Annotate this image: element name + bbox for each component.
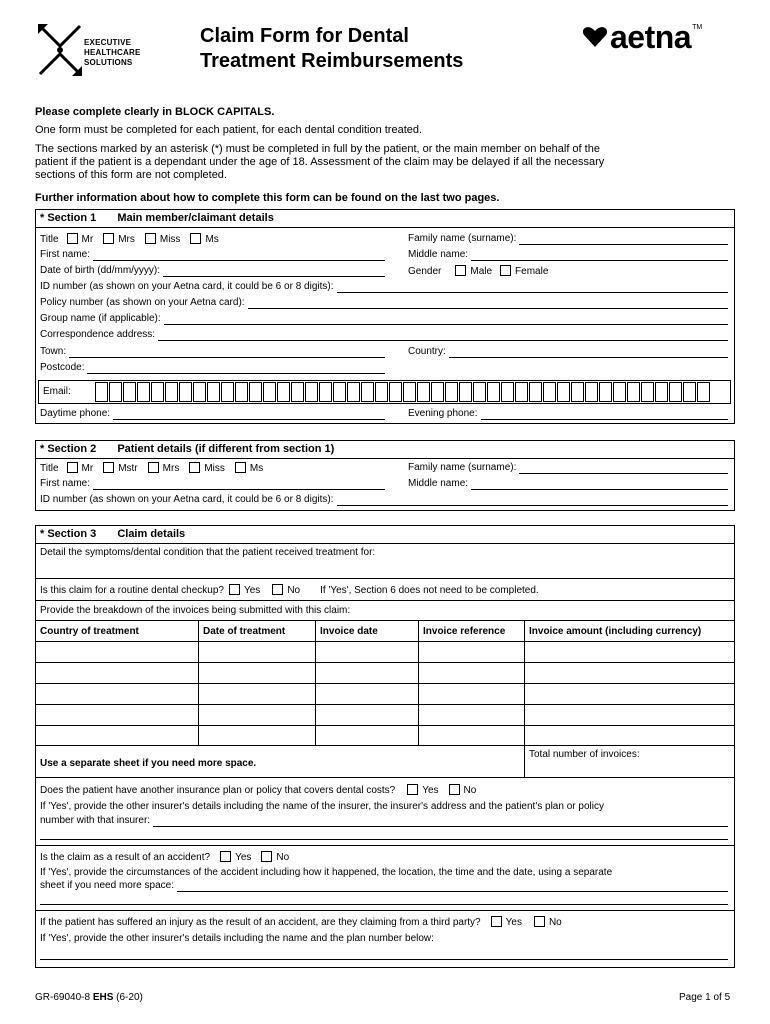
section-1-header (40, 212, 274, 225)
email-field[interactable] (95, 382, 711, 402)
accident-row: Is the claim as a result of an accident? Yes No (40, 852, 290, 863)
section-1-num: * Section 1 (40, 212, 97, 224)
s2-first-name-field[interactable] (93, 480, 385, 490)
email-char-box[interactable] (641, 382, 654, 402)
email-char-box[interactable] (613, 382, 626, 402)
family-name-field[interactable] (519, 235, 728, 245)
email-char-box[interactable] (487, 382, 500, 402)
block-caps-note: Please complete clearly in BLOCK CAPITALS. (35, 106, 275, 118)
email-char-box[interactable] (571, 382, 584, 402)
s2-title-miss[interactable]: Miss (189, 462, 225, 475)
email-char-box[interactable] (557, 382, 570, 402)
s2-title-mstr[interactable]: Mstr (103, 462, 137, 475)
dob-field[interactable] (163, 267, 385, 277)
daytime-phone-field[interactable] (113, 410, 385, 420)
asterisk-line-1: The sections marked by an asterisk (*) must be completed in full by the patient, or the main member on behalf of the (35, 143, 600, 155)
email-char-box[interactable] (151, 382, 164, 402)
accident-field[interactable] (177, 882, 728, 892)
section-3-title: Claim details (117, 528, 186, 540)
s1-first-name-row: First name: (40, 249, 385, 261)
s1-title-mr[interactable]: Mr (67, 233, 94, 246)
email-char-box[interactable] (249, 382, 262, 402)
brand-name: aetna (610, 19, 692, 55)
email-char-box[interactable] (669, 382, 682, 402)
other-insurance-row: Does the patient have another insurance plan or policy that covers dental costs? Yes No (40, 785, 477, 796)
town-field[interactable] (69, 348, 385, 358)
email-char-box[interactable] (473, 382, 486, 402)
checkbox[interactable] (103, 462, 114, 473)
email-char-box[interactable] (179, 382, 192, 402)
total-invoices-label: Total number of invoices: (529, 749, 640, 760)
other-insurance-no[interactable]: No (449, 784, 477, 797)
separate-sheet-note: Use a separate sheet if you need more space. (40, 758, 257, 769)
email-char-box[interactable] (445, 382, 458, 402)
email-char-box[interactable] (585, 382, 598, 402)
s1-evening-phone-row: Evening phone: (408, 408, 728, 420)
checkbox[interactable] (455, 265, 466, 276)
group-name-field[interactable] (164, 315, 728, 325)
email-char-box[interactable] (543, 382, 556, 402)
s2-family-name-row: Family name (surname): (408, 462, 728, 474)
third-party-field[interactable] (40, 950, 728, 960)
email-char-box[interactable] (389, 382, 402, 402)
title-line-2: Treatment Reimbursements (200, 50, 464, 72)
section-2-title: Patient details (if different from section 1) (117, 443, 335, 455)
table-row[interactable] (36, 684, 734, 704)
email-char-box[interactable] (431, 382, 444, 402)
routine-checkup-row: Is this claim for a routine dental checkup? Yes No If 'Yes', Section 6 does not need to be completed. (40, 585, 539, 596)
s2-title-ms[interactable]: Ms (235, 462, 263, 475)
third-party-row: If the patient has suffered an injury as the result of an accident, are they claiming from a third party? Yes No (40, 917, 562, 928)
other-insurance-line-2: number with that insurer: (40, 815, 728, 827)
section-2-header (40, 443, 334, 456)
col-invoice-date: Invoice date (320, 626, 378, 637)
email-char-box[interactable] (263, 382, 276, 402)
accident-line-2: sheet if you need more space: (40, 880, 728, 892)
email-char-box[interactable] (697, 382, 710, 402)
accident-field-2[interactable] (40, 895, 728, 905)
postcode-field[interactable] (87, 364, 385, 374)
checkbox[interactable] (407, 784, 418, 795)
s1-title-mrs[interactable]: Mrs (103, 233, 135, 246)
col-country: Country of treatment (40, 626, 139, 637)
checkbox[interactable] (145, 233, 156, 244)
accident-line-1: If 'Yes', provide the circumstances of the accident including how it happened, the location, the time and the date, using a separate (40, 867, 613, 878)
email-char-box[interactable] (193, 382, 206, 402)
email-char-box[interactable] (137, 382, 150, 402)
s1-id-row: ID number (as shown on your Aetna card, it could be 6 or 8 digits): (40, 281, 728, 293)
s2-title-mrs[interactable]: Mrs (148, 462, 180, 475)
middle-name-field[interactable] (471, 251, 728, 261)
s1-correspondence-row: Correspondence address: (40, 329, 728, 341)
s1-family-name-row: Family name (surname): (408, 233, 728, 245)
checkbox[interactable] (189, 462, 200, 473)
s1-dob-row: Date of birth (dd/mm/yyyy): (40, 265, 385, 277)
email-char-box[interactable] (319, 382, 332, 402)
checkbox[interactable] (534, 916, 545, 927)
gender-female[interactable]: Female (500, 265, 548, 278)
ehs-logo-mark-icon (34, 20, 86, 80)
email-char-box[interactable] (361, 382, 374, 402)
checkbox[interactable] (235, 462, 246, 473)
checkbox[interactable] (261, 851, 272, 862)
email-char-box[interactable] (417, 382, 430, 402)
s1-title-miss[interactable]: Miss (145, 233, 181, 246)
s1-gender-row: Gender Male Female (408, 266, 549, 277)
first-name-field[interactable] (93, 251, 385, 261)
col-date-treatment: Date of treatment (203, 626, 286, 637)
email-char-box[interactable] (529, 382, 542, 402)
routine-note: If 'Yes', Section 6 does not need to be completed. (320, 585, 539, 596)
email-char-box[interactable] (291, 382, 304, 402)
checkbox[interactable] (272, 584, 283, 595)
email-char-box[interactable] (305, 382, 318, 402)
section-1-title: Main member/claimant details (117, 212, 274, 224)
col-invoice-ref: Invoice reference (423, 626, 506, 637)
s2-family-name-field[interactable] (519, 464, 728, 474)
routine-no[interactable]: No (272, 584, 300, 597)
email-char-box[interactable] (333, 382, 346, 402)
section-2-num: * Section 2 (40, 443, 97, 455)
ehs-logo (34, 20, 164, 80)
s2-title-mr[interactable]: Mr (67, 462, 94, 475)
section-3-num: * Section 3 (40, 528, 97, 540)
table-row[interactable] (36, 642, 734, 662)
routine-yes[interactable]: Yes (229, 584, 260, 597)
gender-male[interactable]: Male (455, 265, 492, 278)
s2-middle-name-row: Middle name: (408, 478, 728, 490)
email-char-box[interactable] (235, 382, 248, 402)
checkbox[interactable] (491, 916, 502, 927)
s2-id-number-field[interactable] (337, 496, 729, 506)
asterisk-note (35, 143, 604, 182)
email-char-box[interactable] (655, 382, 668, 402)
checkbox[interactable] (67, 462, 78, 473)
aetna-logo (582, 20, 702, 54)
checkbox[interactable] (190, 233, 201, 244)
email-char-box[interactable] (221, 382, 234, 402)
heart-icon (582, 26, 608, 48)
asterisk-line-3: sections of this form are not completed. (35, 169, 227, 181)
page-title (200, 24, 463, 74)
email-char-box[interactable] (109, 382, 122, 402)
total-invoices-field[interactable] (525, 762, 734, 776)
s1-email-row: Email: (38, 380, 731, 404)
email-char-box[interactable] (515, 382, 528, 402)
accident-no[interactable]: No (261, 851, 289, 864)
s1-title-label: Title (40, 234, 59, 245)
email-char-box[interactable] (403, 382, 416, 402)
email-char-box[interactable] (501, 382, 514, 402)
logo-line-2: HEALTHCARE (84, 48, 141, 57)
checkbox[interactable] (500, 265, 511, 276)
checkbox[interactable] (148, 462, 159, 473)
policy-number-field[interactable] (248, 299, 728, 309)
s2-middle-name-field[interactable] (471, 480, 728, 490)
other-insurer-field-2[interactable] (40, 830, 728, 840)
third-party-no[interactable]: No (534, 916, 562, 929)
s1-group-row: Group name (if applicable): (40, 313, 728, 325)
email-char-box[interactable] (683, 382, 696, 402)
s1-town-row: Town: (40, 346, 385, 358)
email-char-box[interactable] (347, 382, 360, 402)
brand-tm: TM (692, 24, 703, 31)
s1-middle-name-row: Middle name: (408, 249, 728, 261)
form-code: GR-69040-8 EHS (6-20) (35, 992, 143, 1003)
other-insurer-field[interactable] (153, 817, 728, 827)
checkbox[interactable] (449, 784, 460, 795)
email-char-box[interactable] (123, 382, 136, 402)
email-char-box[interactable] (459, 382, 472, 402)
checkbox[interactable] (103, 233, 114, 244)
further-info-note: Further information about how to complete this form can be found on the last two pages. (35, 192, 500, 204)
logo-line-1: EXECUTIVE (84, 38, 132, 47)
correspondence-field[interactable] (158, 331, 728, 341)
checkbox[interactable] (220, 851, 231, 862)
email-char-box[interactable] (95, 382, 108, 402)
id-number-field[interactable] (337, 283, 729, 293)
s1-daytime-phone-row: Daytime phone: (40, 408, 385, 420)
table-row[interactable] (36, 663, 734, 683)
section-3-header (40, 528, 185, 541)
email-char-box[interactable] (599, 382, 612, 402)
s2-first-name-row: First name: (40, 478, 385, 490)
symptoms-field[interactable] (36, 560, 734, 578)
email-char-box[interactable] (277, 382, 290, 402)
title-line-1: Claim Form for Dental (200, 25, 409, 47)
third-party-line: If 'Yes', provide the other insurer's details including the name and the plan number below: (40, 933, 434, 944)
one-form-note: One form must be completed for each patient, for each dental condition treated. (35, 124, 423, 136)
s1-country-row: Country: (408, 346, 728, 358)
s1-policy-row: Policy number (as shown on your Aetna card): (40, 297, 728, 309)
evening-phone-field[interactable] (481, 410, 728, 420)
country-field[interactable] (449, 348, 728, 358)
checkbox[interactable] (67, 233, 78, 244)
symptoms-label: Detail the symptoms/dental condition that the patient received treatment for: (40, 547, 376, 558)
page-number: Page 1 of 5 (679, 992, 731, 1003)
accident-yes[interactable]: Yes (220, 851, 251, 864)
email-char-box[interactable] (375, 382, 388, 402)
s1-title-row (40, 233, 219, 246)
s1-title-ms[interactable]: Ms (190, 233, 218, 246)
s2-id-row: ID number (as shown on your Aetna card, it could be 6 or 8 digits): (40, 494, 728, 506)
col-invoice-amount: Invoice amount (including currency) (529, 626, 702, 637)
breakdown-label: Provide the breakdown of the invoices being submitted with this claim: (40, 605, 351, 616)
other-insurance-line-1: If 'Yes', provide the other insurer's details including the name of the insurer, the insurer's address and the patient's plan or policy (40, 801, 604, 812)
logo-line-3: SOLUTIONS (84, 58, 133, 67)
table-row[interactable] (36, 726, 734, 745)
email-char-box[interactable] (627, 382, 640, 402)
third-party-yes[interactable]: Yes (491, 916, 522, 929)
email-char-box[interactable] (207, 382, 220, 402)
s1-postcode-row: Postcode: (40, 362, 385, 374)
s2-title-row: Title Mr Mstr Mrs Miss Ms (40, 463, 264, 474)
checkbox[interactable] (229, 584, 240, 595)
email-char-box[interactable] (165, 382, 178, 402)
table-row[interactable] (36, 705, 734, 725)
asterisk-line-2: patient if the patient is a dependant under the age of 18. Assessment of the claim may be delayed if all the necessary (35, 156, 605, 168)
other-insurance-yes[interactable]: Yes (407, 784, 438, 797)
